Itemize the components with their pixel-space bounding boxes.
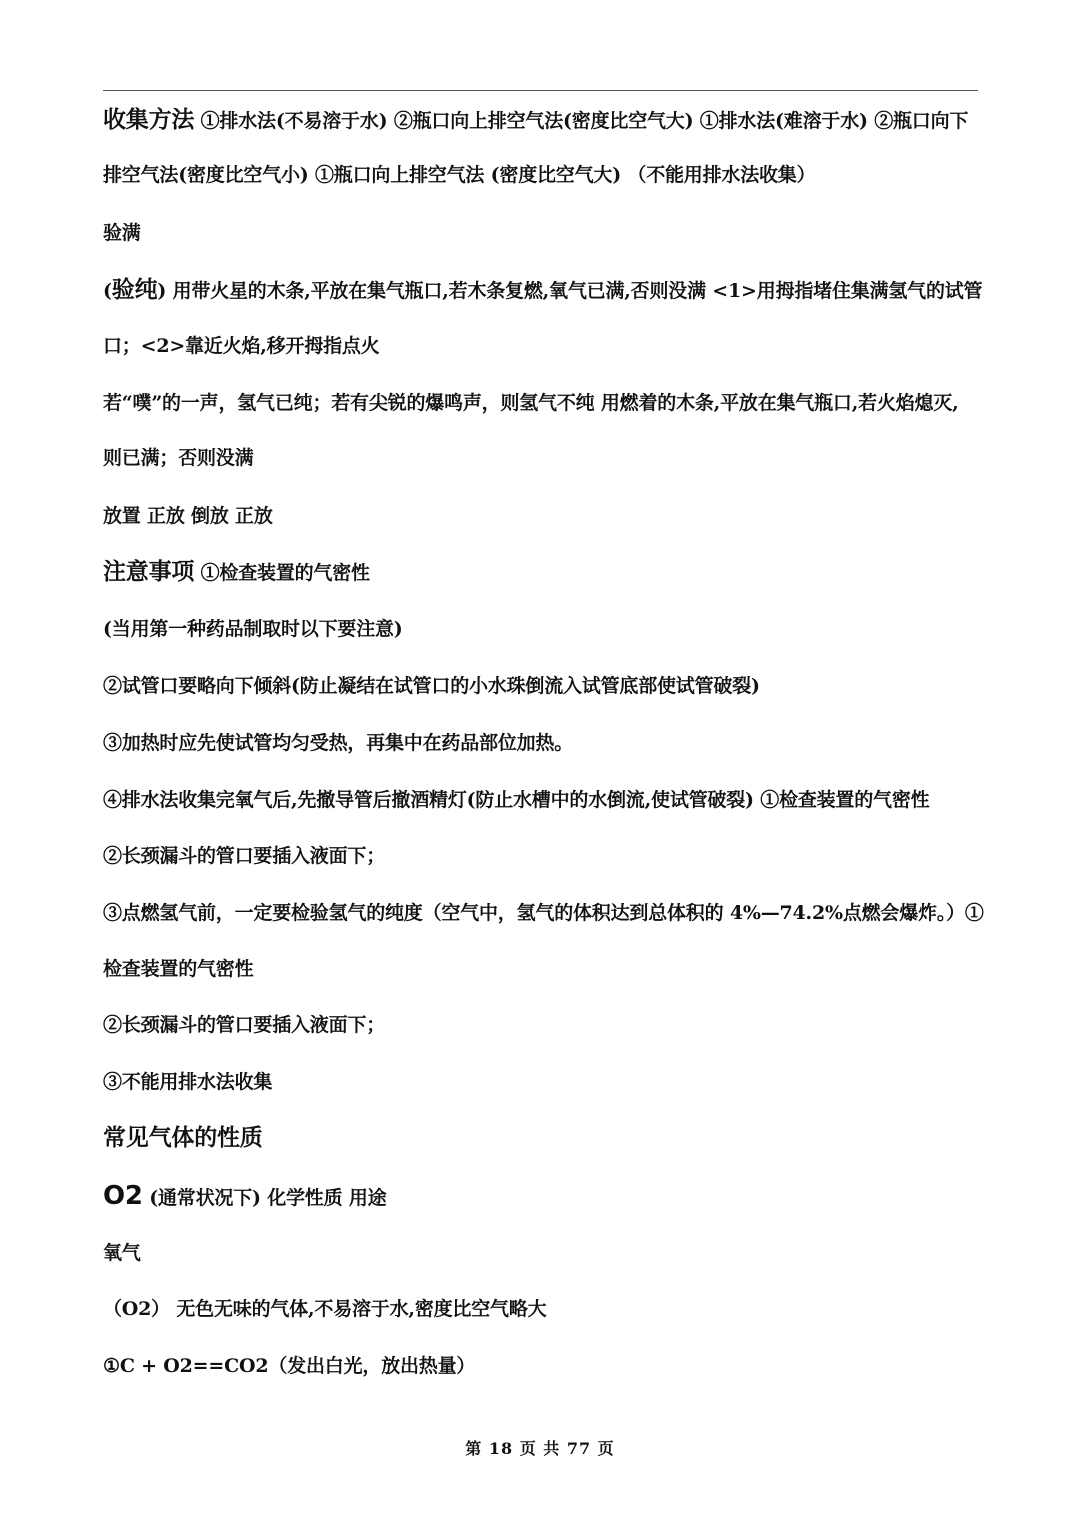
text-line: 排空气法(密度比空气小) ①瓶口向上排空气法 (密度比空气大) （不能用排水法收集） [103, 164, 816, 186]
text-line: 注意事项 ①检查装置的气密性 [103, 559, 370, 585]
section-heading: 常见气体的性质 [103, 1125, 263, 1151]
text-line: 检查装置的气密性 [103, 958, 254, 980]
text-line: 验满 [103, 222, 141, 244]
section-heading: 收集方法 [103, 107, 195, 133]
header-rule [103, 90, 978, 91]
text-line: ②长颈漏斗的管口要插入液面下； [103, 845, 386, 867]
section-heading: 注意事项 [103, 559, 195, 585]
formula-heading: O2 [103, 1181, 143, 1211]
text-line: O2 (通常状况下) 化学性质 用途 [103, 1181, 387, 1211]
text-line: ①C + O2==CO2（发出白光，放出热量） [103, 1355, 476, 1377]
text-line: (验纯) 用带火星的木条,平放在集气瓶口,若木条复燃,氧气已满,否则没满 <1>用拇指堵住集满氢气的试管 [103, 277, 983, 303]
section-heading: 验纯 [111, 277, 158, 303]
text-line: （O2） 无色无味的气体,不易溶于水,密度比空气略大 [103, 1298, 547, 1320]
text-line: (当用第一种药品制取时以下要注意) [103, 618, 403, 640]
text-line: 若“噗”的一声，氢气已纯；若有尖锐的爆鸣声，则氢气不纯 用燃着的木条,平放在集气瓶口,若火焰熄灭, [103, 392, 959, 414]
text-line: 口；<2>靠近火焰,移开拇指点火 [103, 335, 380, 357]
text-line: 放置 正放 倒放 正放 [103, 505, 273, 527]
text-line [103, 1126, 263, 1151]
text-line: ③点燃氢气前，一定要检验氢气的纯度（空气中，氢气的体积达到总体积的 4%—74.2%点燃会爆炸。）① [103, 902, 984, 924]
text-line: 则已满；否则没满 [103, 447, 254, 469]
text-line: 氧气 [103, 1242, 141, 1264]
page-footer: 第 18 页 共 77 页 [465, 1439, 615, 1458]
text-line: ③加热时应先使试管均匀受热，再集中在药品部位加热。 [103, 732, 574, 754]
text-line: ②试管口要略向下倾斜(防止凝结在试管口的小水珠倒流入试管底部使试管破裂) [103, 675, 760, 697]
text-line: ④排水法收集完氧气后,先撤导管后撤酒精灯(防止水槽中的水倒流,使试管破裂) ①检查装置的气密性 [103, 789, 930, 811]
text-line: ②长颈漏斗的管口要插入液面下； [103, 1014, 386, 1036]
text-line: ③不能用排水法收集 [103, 1071, 273, 1093]
text-line: 收集方法 ①排水法(不易溶于水) ②瓶口向上排空气法(密度比空气大) ①排水法(难溶于水) ②瓶口向下 [103, 107, 969, 133]
